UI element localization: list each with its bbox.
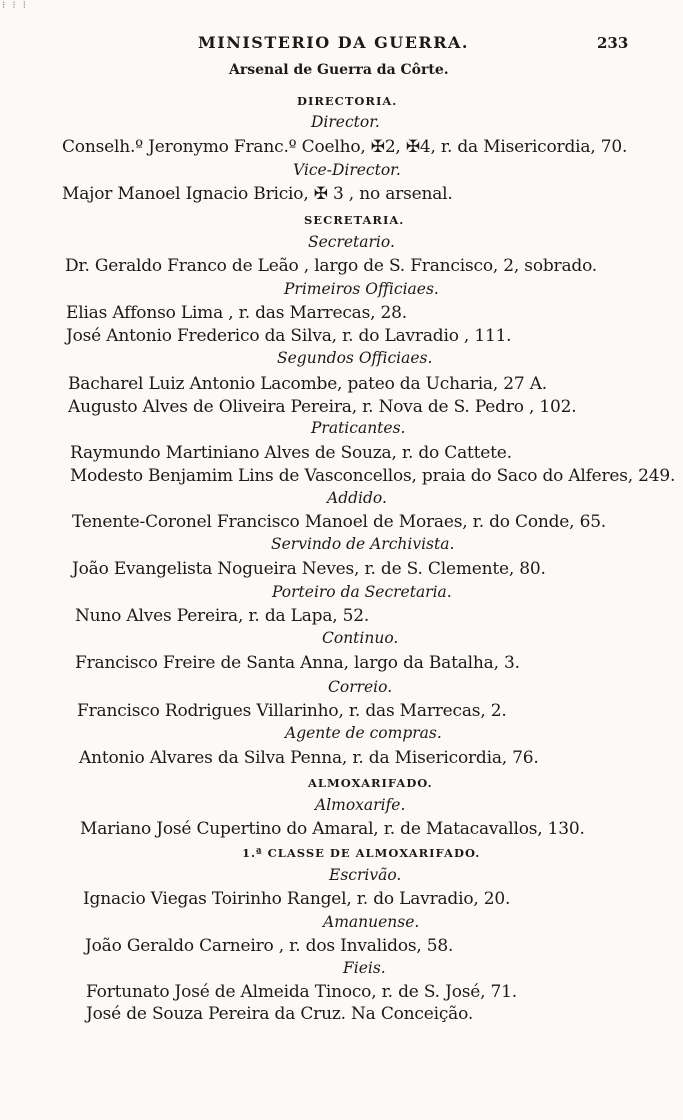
entry-carneiro: João Geraldo Carneiro , r. dos Invalidos, 58. — [85, 936, 454, 956]
role-heading-agente: Agente de compras. — [285, 724, 442, 742]
role-heading-vice-director: Vice-Director. — [293, 161, 401, 179]
entry-leao: Dr. Geraldo Franco de Leão , largo de S. Francisco, 2, sobrado. — [65, 256, 598, 276]
page-title: MINISTERIO DA GUERRA. — [198, 33, 469, 52]
role-heading-amanuense: Amanuense. — [323, 913, 420, 931]
entry-villarinho: Francisco Rodrigues Villarinho, r. das Marrecas, 2. — [77, 701, 507, 721]
role-heading-archivista: Servindo de Archivista. — [271, 535, 455, 553]
role-heading-continuo: Continuo. — [322, 629, 399, 647]
entry-amaral: Mariano José Cupertino do Amaral, r. de Matacavallos, 130. — [80, 819, 585, 839]
section-heading-almoxarifado: ALMOXARIFADO. — [308, 776, 433, 790]
section-heading-directoria: DIRECTORIA. — [297, 94, 398, 108]
entry-cruz: José de Souza Pereira da Cruz. Na Conceição. — [86, 1004, 474, 1024]
section-heading-classe: 1.ª CLASSE DE ALMOXARIFADO. — [242, 846, 481, 860]
role-heading-primeiros: Primeiros Officiaes. — [284, 280, 439, 298]
page-number: 233 — [597, 34, 629, 52]
entry-silva: José Antonio Frederico da Silva, r. do Lavradio , 111. — [66, 326, 512, 346]
role-heading-director: Director. — [311, 113, 380, 131]
entry-moraes: Tenente-Coronel Francisco Manoel de Moraes, r. do Conde, 65. — [72, 512, 607, 532]
entry-lima: Elias Affonso Lima , r. das Marrecas, 28. — [66, 303, 407, 323]
role-heading-addido: Addido. — [327, 489, 387, 507]
entry-neves: João Evangelista Nogueira Neves, r. de S. Clemente, 80. — [72, 559, 546, 579]
entry-nuno: Nuno Alves Pereira, r. da Lapa, 52. — [75, 606, 370, 626]
entry-tinoco: Fortunato José de Almeida Tinoco, r. de S. José, 71. — [86, 982, 517, 1002]
role-heading-porteiro: Porteiro da Secretaria. — [272, 583, 452, 601]
entry-pereira: Augusto Alves de Oliveira Pereira, r. Nova de S. Pedro , 102. — [68, 397, 577, 417]
role-heading-praticantes: Praticantes. — [311, 419, 406, 437]
entry-coelho: Conselh.º Jeronymo Franc.º Coelho, ✠2, ✠4, r. da Misericordia, 70. — [62, 137, 628, 157]
role-heading-almoxarife: Almoxarife. — [315, 796, 406, 814]
entry-freire: Francisco Freire de Santa Anna, largo da Batalha, 3. — [75, 653, 520, 673]
entry-rangel: Ignacio Viegas Toirinho Rangel, r. do Lavradio, 20. — [83, 889, 511, 909]
margin-marks: ⁝ ⁝ ⁝ — [2, 0, 28, 11]
role-heading-correio: Correio. — [328, 678, 393, 696]
role-heading-escrivao: Escrivão. — [329, 866, 402, 884]
entry-vasconcellos: Modesto Benjamim Lins de Vasconcellos, praia do Saco do Alferes, 249. — [70, 466, 676, 486]
entry-lacombe: Bacharel Luiz Antonio Lacombe, pateo da Ucharia, 27 A. — [68, 374, 547, 394]
entry-bricio: Major Manoel Ignacio Bricio, ✠ 3 , no arsenal. — [62, 184, 453, 204]
entry-souza: Raymundo Martiniano Alves de Souza, r. do Cattete. — [70, 443, 512, 463]
page-subtitle: Arsenal de Guerra da Côrte. — [229, 62, 449, 78]
entry-penna: Antonio Alvares da Silva Penna, r. da Misericordia, 76. — [79, 748, 539, 768]
section-heading-secretaria: SECRETARIA. — [304, 213, 405, 227]
role-heading-secretario: Secretario. — [308, 233, 395, 251]
role-heading-fieis: Fieis. — [343, 959, 386, 977]
role-heading-segundos: Segundos Officiaes. — [277, 349, 433, 367]
